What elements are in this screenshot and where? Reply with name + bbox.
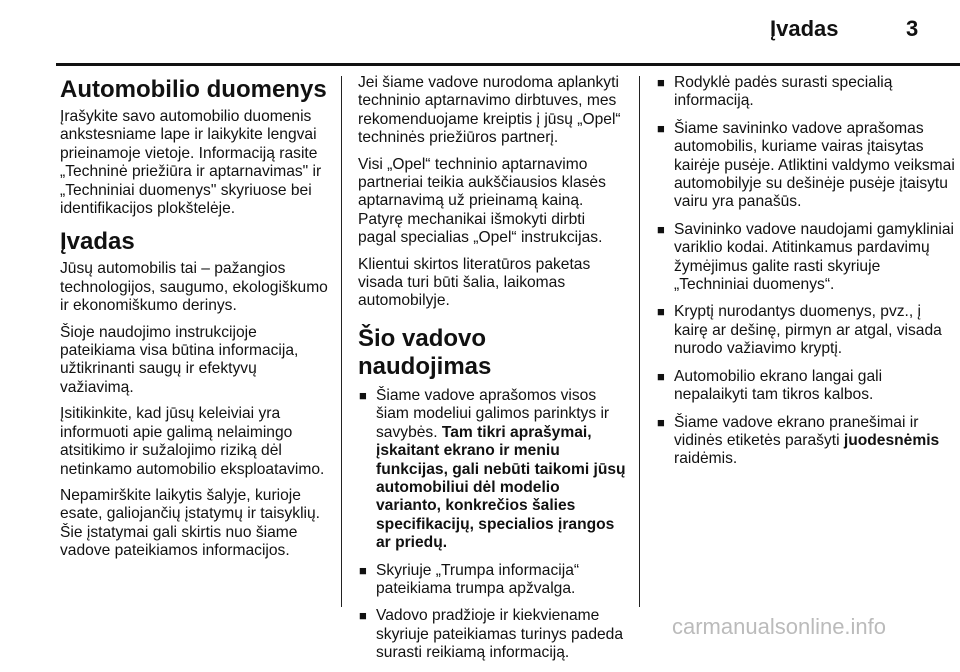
bullet-list bbox=[656, 74, 956, 469]
list-item-text: Skyriuje „Trumpa informacija“ pateikiama trumpa apžvalga. bbox=[376, 561, 580, 597]
square-bullet-icon: ■ bbox=[359, 387, 367, 403]
column-divider bbox=[341, 76, 342, 607]
square-bullet-icon: ■ bbox=[657, 75, 665, 90]
square-bullet-icon: ■ bbox=[657, 304, 665, 320]
list-item-text: Šiame vadove ekrano pranešimai ir vidinės etiketės parašyti bbox=[674, 413, 919, 449]
list-item bbox=[656, 221, 956, 295]
column-left bbox=[60, 74, 332, 569]
list-item-text: Savininko vadove naudojami gamykliniai variklio kodai. Atitinkamus pardavimų žymėjimus galite rasti skyriuje „Techniniai duomenys“. bbox=[674, 220, 954, 294]
list-item bbox=[656, 74, 956, 111]
list-item-bold-text: juodesnėmis bbox=[843, 431, 940, 449]
paragraph: Įsitikinkite, kad jūsų keleiviai yra informuoti apie galimą nelaimingo atsitikimo ir sužalojimo riziką dėl netinkamo automobilio eksploatavimo. bbox=[60, 405, 325, 478]
list-item-text: Šiame vadove aprašomos visos šiam modeliui galimos parinktys ir savybės. bbox=[376, 386, 610, 441]
page-number: 3 bbox=[906, 16, 919, 41]
square-bullet-icon: ■ bbox=[657, 368, 665, 384]
bullet-list bbox=[358, 387, 626, 663]
list-item-text: Vadovo pradžioje ir kiekviename skyriuje pateikiamas turinys padeda surasti reikiamą informaciją. bbox=[376, 607, 624, 662]
watermark-text: carmanualsonline.info bbox=[672, 614, 887, 639]
paragraph: Klientui skirtos literatūros paketas visada turi būti šalia, laikomas automobilyje. bbox=[358, 255, 591, 310]
list-item-bold-text: Tam tikri aprašymai, įskaitant ekrano ir meniu funkcijas, gali nebūti taikomi jūsų automobiliui dėl modelio varianto, konkrečios šalies specifikacijų, specialios įrangos ar priedų. bbox=[376, 423, 626, 552]
list-item bbox=[656, 303, 956, 358]
list-item-text: raidėmis. bbox=[674, 450, 738, 468]
square-bullet-icon: ■ bbox=[657, 120, 665, 136]
square-bullet-icon: ■ bbox=[657, 414, 665, 430]
section-heading-introduction: Įvadas bbox=[60, 228, 135, 256]
square-bullet-icon: ■ bbox=[359, 608, 367, 624]
list-item bbox=[656, 368, 956, 405]
header-rule bbox=[56, 63, 960, 66]
paragraph: Įrašykite savo automobilio duomenis ankstesniame lape ir laikykite lengvai prieinamoje vietoje. Informaciją rasite „Techninė priežiūra ir aptarnavimas" ir „Techniniai duomenys" skyriuose bei identifikacijos plokštelėje. bbox=[60, 108, 322, 218]
paragraph: Jūsų automobilis tai – pažangios technologijos, saugumo, ekologiškumo ir ekonomiškumo derinys. bbox=[60, 260, 328, 315]
column-right bbox=[656, 74, 956, 478]
list-item-text: Rodyklė padės surasti specialią informaciją. bbox=[674, 74, 893, 110]
square-bullet-icon: ■ bbox=[657, 221, 665, 237]
column-divider bbox=[639, 76, 640, 607]
paragraph: Visi „Opel“ techninio aptarnavimo partneriai teikia aukščiausios klasės aptarnavimą už prieinamą kainą. Patyrę mechanikai išmokyti dirbti pagal specialias „Opel“ instrukcijas. bbox=[358, 155, 606, 247]
section-heading-vehicle-data: Automobilio duomenys bbox=[60, 76, 327, 103]
list-item-text: Automobilio ekrano langai gali nepalaikyti tam tikros kalbos. bbox=[674, 367, 883, 404]
page-header-title: Įvadas bbox=[770, 16, 839, 41]
list-item bbox=[358, 562, 626, 599]
column-middle bbox=[358, 74, 626, 672]
paragraph: Nepamirškite laikytis šalyje, kurioje esate, galiojančių įstatymų ir taisyklių. Šie įstatymai gali skirtis nuo šiame vadove pateikiamos informacijos. bbox=[60, 486, 321, 560]
list-item bbox=[358, 607, 626, 662]
paragraph: Šioje naudojimo instrukcijoje pateikiama visa būtina informacija, užtikrinanti saugų ir efektyvų važiavimą. bbox=[60, 323, 299, 396]
list-item-text: Šiame savininko vadove aprašomas automobilis, kuriame vairas įtaisytas kairėje pusėje. Atliktini valdymo veiksmai automobilyje su dešinėje pusėje įtaisytu vairu yra panašūs. bbox=[674, 119, 955, 211]
list-item bbox=[656, 414, 956, 469]
list-item bbox=[358, 387, 626, 553]
list-item-text: Kryptį nurodantys duomenys, pvz., į kairę ar dešinę, pirmyn ar atgal, visada nurodo važiavimo kryptį. bbox=[674, 303, 942, 358]
section-heading-using-manual: Šio vadovo naudojimas bbox=[358, 324, 492, 380]
square-bullet-icon: ■ bbox=[359, 562, 367, 578]
list-item bbox=[656, 120, 956, 212]
paragraph: Jei šiame vadove nurodoma aplankyti techninio aptarnavimo dirbtuves, mes rekomenduojame kreiptis į jūsų „Opel“ techninės priežiūros partnerį. bbox=[358, 74, 621, 147]
